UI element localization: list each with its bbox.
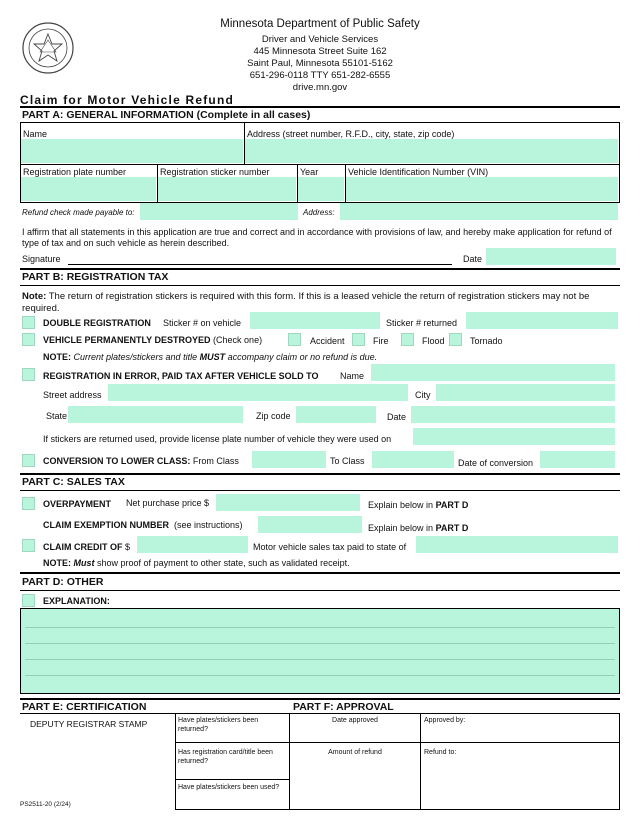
approved-by-label: Approved by: <box>424 717 466 724</box>
explanation-checkbox[interactable] <box>22 594 35 607</box>
part-a-title: PART A: GENERAL INFORMATION (Complete in all cases) <box>22 109 311 121</box>
payable-label: Refund check made payable to: <box>22 208 135 217</box>
sold-zip-field[interactable] <box>296 406 376 423</box>
fire-label: Fire <box>373 336 389 346</box>
year-label: Year <box>300 167 319 177</box>
sticker-returned-field[interactable] <box>466 312 618 329</box>
exemption-label: CLAIM EXEMPTION NUMBER (see instructions) <box>43 520 243 530</box>
registration-error-checkbox[interactable] <box>22 368 35 381</box>
net-price-field[interactable] <box>216 494 360 511</box>
vin-label: Vehicle Identification Number (VIN) <box>348 167 489 177</box>
plates-returned-question: Have plates/stickers been returned? <box>178 717 259 733</box>
state-seal-logo <box>22 22 74 74</box>
year-field[interactable] <box>298 177 344 201</box>
sold-to-name-label: Name <box>340 371 365 381</box>
vin-field[interactable] <box>346 177 618 201</box>
part-d-title: PART D: OTHER <box>22 576 104 588</box>
plate-field[interactable] <box>21 177 156 201</box>
conversion-checkbox[interactable] <box>22 454 35 467</box>
payable-address-field[interactable] <box>340 203 618 220</box>
sticker-label: Registration sticker number <box>160 167 270 177</box>
payable-field[interactable] <box>140 203 298 220</box>
signature-date-field[interactable] <box>486 248 616 265</box>
conversion-date-field[interactable] <box>540 451 615 468</box>
flood-label: Flood <box>422 336 445 346</box>
paid-state-field[interactable] <box>416 536 618 553</box>
sticker-on-vehicle-field[interactable] <box>250 312 380 329</box>
part-b-note-text: The return of registration stickers is required with this form. If this is a leased vehicle the return of registration stickers may not be required. <box>22 291 590 314</box>
date-label: Date <box>463 254 483 264</box>
accident-checkbox[interactable] <box>288 333 301 346</box>
plate-label: Registration plate number <box>23 167 127 177</box>
sold-city-label: City <box>415 390 431 400</box>
tornado-checkbox[interactable] <box>449 333 462 346</box>
credit-label: CLAIM CREDIT OF $ <box>43 542 131 552</box>
credit-checkbox[interactable] <box>22 539 35 552</box>
affirmation-text: I affirm that all statements in this application are true and correct and in accordance with provisions of law, and hereby make application for refund of type of tax and on such vehicle as herein described. <box>22 227 612 248</box>
accident-label: Accident <box>310 336 345 346</box>
destroyed-checkbox[interactable] <box>22 333 35 346</box>
to-class-field[interactable] <box>372 451 454 468</box>
address-label: Address (street number, R.F.D., city, state, zip code) <box>247 129 455 139</box>
overpayment-label: OVERPAYMENT <box>43 499 112 509</box>
conversion-label: CONVERSION TO LOWER CLASS: From Class <box>43 456 239 466</box>
part-c-title: PART C: SALES TAX <box>22 476 125 488</box>
net-price-label: Net purchase price $ <box>126 498 210 508</box>
sold-state-field[interactable] <box>68 406 243 423</box>
conversion-date-label: Date of conversion <box>458 458 534 468</box>
city-address: Saint Paul, Minnesota 55101-5162 <box>247 58 393 69</box>
registration-error-label: REGISTRATION IN ERROR, PAID TAX AFTER VEHICLE SOLD TO <box>43 371 319 381</box>
sold-street-label: Street address <box>43 390 102 400</box>
sold-date-field[interactable] <box>411 406 615 423</box>
flood-checkbox[interactable] <box>401 333 414 346</box>
to-class-label: To Class <box>330 456 365 466</box>
explanation-label: EXPLANATION: <box>43 596 110 606</box>
double-registration-label: DOUBLE REGISTRATION <box>43 318 151 328</box>
part-b-title: PART B: REGISTRATION TAX <box>22 271 169 283</box>
payable-address-label: Address: <box>303 208 335 217</box>
used-plate-label: If stickers are returned used, provide license plate number of vehicle they were used on <box>43 434 392 444</box>
paid-state-label: Motor vehicle sales tax paid to state of <box>253 542 407 552</box>
sold-city-field[interactable] <box>436 384 615 401</box>
part-e-title: PART E: CERTIFICATION <box>22 701 147 713</box>
fire-checkbox[interactable] <box>352 333 365 346</box>
phone-numbers: 651-296-0118 TTY 651-282-6555 <box>249 70 391 81</box>
sticker-field[interactable] <box>158 177 296 201</box>
explain-below-2: Explain below in PART D <box>368 523 469 533</box>
form-title: Claim for Motor Vehicle Refund <box>20 93 235 107</box>
double-registration-checkbox[interactable] <box>22 316 35 329</box>
signature-label: Signature <box>22 254 61 264</box>
date-approved-label: Date approved <box>332 717 378 724</box>
division-name: Driver and Vehicle Services <box>261 34 379 45</box>
website: drive.mn.gov <box>292 82 348 93</box>
address-field[interactable] <box>245 139 618 163</box>
destroyed-note: NOTE: Current plates/stickers and title MUST accompany claim or no refund is due. <box>43 352 378 362</box>
name-field[interactable] <box>21 139 243 163</box>
from-class-field[interactable] <box>252 451 326 468</box>
part-b-note-label: Note: <box>22 291 47 302</box>
exemption-field[interactable] <box>258 516 362 533</box>
street-address: 445 Minnesota Street Suite 162 <box>253 46 387 57</box>
name-label: Name <box>23 129 48 139</box>
part-f-title: PART F: APPROVAL <box>293 701 394 713</box>
refund-amount-label: Amount of refund <box>328 749 382 756</box>
part-b-note <box>22 291 618 314</box>
sold-date-label: Date <box>387 412 407 422</box>
plates-used-question: Have plates/stickers been used? <box>178 784 280 791</box>
title-returned-question: Has registration card/title been returned? <box>178 749 273 765</box>
stamp-label: DEPUTY REGISTRAR STAMP <box>30 719 148 729</box>
explanation-box[interactable] <box>20 608 620 694</box>
credit-field[interactable] <box>137 536 248 553</box>
agency-name: Minnesota Department of Public Safety <box>220 18 420 30</box>
part-c-note: NOTE: Must show proof of payment to other state, such as validated receipt. <box>43 558 350 568</box>
sold-state-label: State <box>46 411 68 421</box>
form-number: PS2511-20 (2/24) <box>20 801 71 808</box>
overpayment-checkbox[interactable] <box>22 497 35 510</box>
sold-to-name-field[interactable] <box>371 364 615 381</box>
destroyed-label: VEHICLE PERMANENTLY DESTROYED (Check one) <box>43 335 263 345</box>
sticker-returned-label: Sticker # returned <box>386 318 458 328</box>
sold-zip-label: Zip code <box>256 411 291 421</box>
sold-street-field[interactable] <box>108 384 408 401</box>
tornado-label: Tornado <box>470 336 503 346</box>
explain-below-1: Explain below in PART D <box>368 500 469 510</box>
used-plate-field[interactable] <box>413 428 615 445</box>
refund-to-label: Refund to: <box>424 749 457 756</box>
sticker-on-vehicle-label: Sticker # on vehicle <box>163 318 242 328</box>
